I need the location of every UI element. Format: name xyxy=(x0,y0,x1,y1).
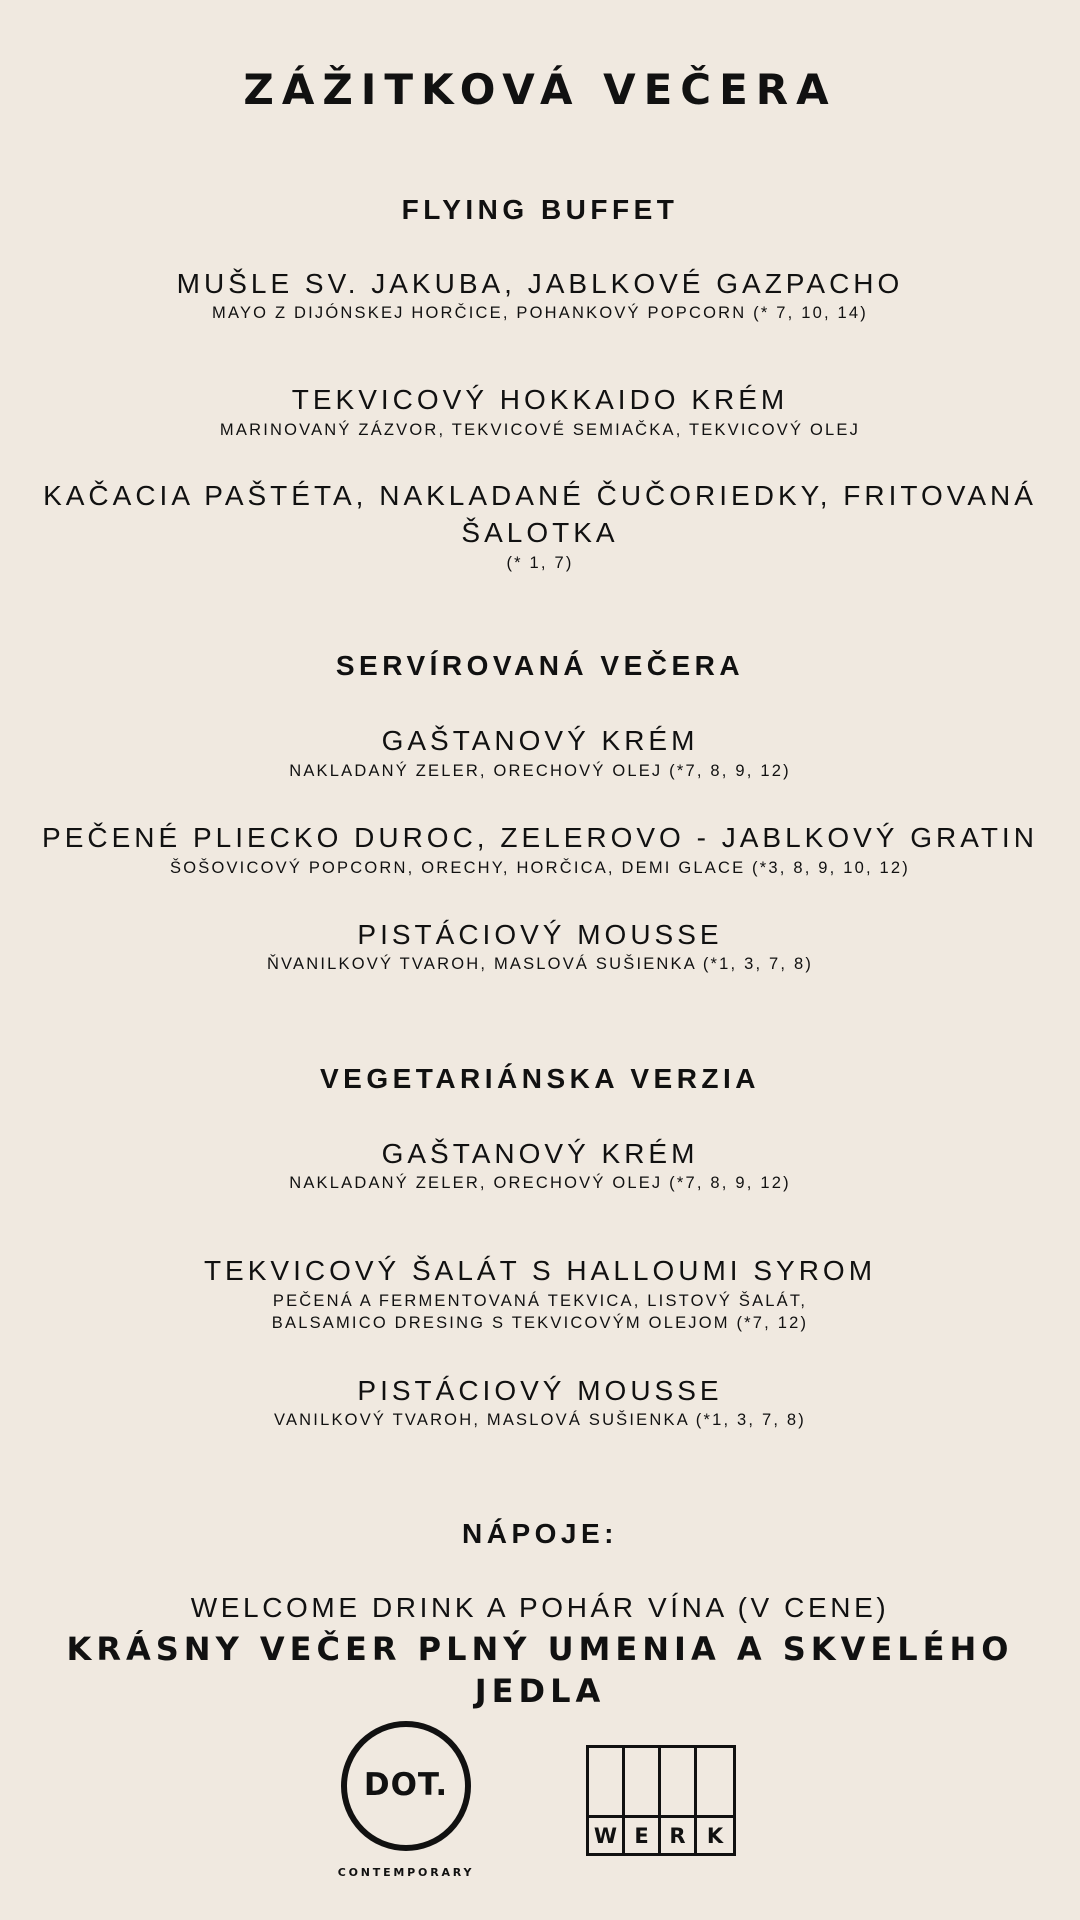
dish-name-scallops: MUŠLE SV. JAKUBA, JABLKOVÉ GAZPACHO xyxy=(176,268,904,299)
dish-description-pork-shoulder: ŠOŠOVICOVÝ POPCORN, ORECHY, HORČICA, DEMI GLACE (*3, 8, 9, 10, 12) xyxy=(170,859,910,877)
section-heading-flying-buffet: FLYING BUFFET xyxy=(401,194,679,225)
dish-description-pistachio-mousse: ŇVANILKOVÝ TVAROH, MASLOVÁ SUŠIENKA (*1, 3, 7, 8) xyxy=(266,955,814,973)
dish-name-chestnut-cream: GAŠTANOVÝ KRÉM xyxy=(381,725,699,756)
werk-logo-cell xyxy=(661,1748,697,1815)
dish-name-pistachio-mousse: PISTÁCIOVÝ MOUSSE xyxy=(357,919,723,950)
werk-logo-letter: R xyxy=(661,1815,697,1853)
dish-description-scallops: MAYO Z DIJÓNSKEJ HORČICE, POHANKOVÝ POPCORN (* 7, 10, 14) xyxy=(212,304,868,322)
dish-name-duck-pate-line2: ŠALOTKA xyxy=(461,517,619,548)
dish-name-pumpkin-cream: TEKVICOVÝ HOKKAIDO KRÉM xyxy=(291,384,789,415)
werk-logo-letter: K xyxy=(697,1815,733,1853)
section-heading-drinks: NÁPOJE: xyxy=(462,1518,618,1549)
dish-description-veg-pistachio-mousse: VANILKOVÝ TVAROH, MASLOVÁ SUŠIENKA (*1, 3, 7, 8) xyxy=(274,1411,806,1429)
dish-name-veg-chestnut-cream: GAŠTANOVÝ KRÉM xyxy=(381,1138,699,1169)
werk-logo xyxy=(586,1745,736,1856)
dish-description-chestnut-cream: NAKLADANÝ ZELER, ORECHOVÝ OLEJ (*7, 8, 9, 12) xyxy=(289,762,791,780)
dot-logo-wordmark: DOT. xyxy=(363,1767,449,1803)
dish-name-duck-pate-line1: KAČACIA PAŠTÉTA, NAKLADANÉ ČUČORIEDKY, FRITOVANÁ xyxy=(43,480,1037,511)
werk-logo-letter: E xyxy=(625,1815,661,1853)
dish-description-pumpkin-cream: MARINOVANÝ ZÁZVOR, TEKVICOVÉ SEMIAČKA, TEKVICOVÝ OLEJ xyxy=(219,421,861,439)
dish-description-pumpkin-salad-line1: PEČENÁ A FERMENTOVANÁ TEKVICA, LISTOVÝ ŠALÁT, xyxy=(272,1292,808,1310)
werk-logo-cell xyxy=(589,1748,625,1815)
page-title: ZÁŽITKOVÁ VEČERA xyxy=(243,65,837,114)
dish-name-pork-shoulder: PEČENÉ PLIECKO DUROC, ZELEROVO - JABLKOVÝ GRATIN xyxy=(42,822,1038,853)
dish-name-pumpkin-salad: TEKVICOVÝ ŠALÁT S HALLOUMI SYROM xyxy=(203,1255,877,1286)
dish-description-pumpkin-salad-line2: BALSAMICO DRESING S TEKVICOVÝM OLEJOM (*7, 12) xyxy=(271,1314,809,1332)
closing-tagline: KRÁSNY VEČER PLNÝ UMENIA A SKVELÉHO JEDLA xyxy=(66,1630,1014,1710)
dot-contemporary-logo xyxy=(341,1721,471,1851)
dish-description-duck-pate: (* 1, 7) xyxy=(506,554,574,572)
werk-logo-letter: W xyxy=(589,1815,625,1853)
section-heading-vegetarian: VEGETARIÁNSKA VERZIA xyxy=(319,1063,761,1094)
dish-name-veg-pistachio-mousse: PISTÁCIOVÝ MOUSSE xyxy=(357,1375,723,1406)
werk-logo-cell xyxy=(625,1748,661,1815)
dot-logo-caption: CONTEMPORARY xyxy=(337,1866,475,1879)
werk-logo-cell xyxy=(697,1748,733,1815)
drinks-line: WELCOME DRINK A POHÁR VÍNA (V CENE) xyxy=(190,1592,890,1623)
section-heading-served-dinner: SERVÍROVANÁ VEČERA xyxy=(335,650,745,681)
dish-description-veg-chestnut-cream: NAKLADANÝ ZELER, ORECHOVÝ OLEJ (*7, 8, 9, 12) xyxy=(289,1174,791,1192)
